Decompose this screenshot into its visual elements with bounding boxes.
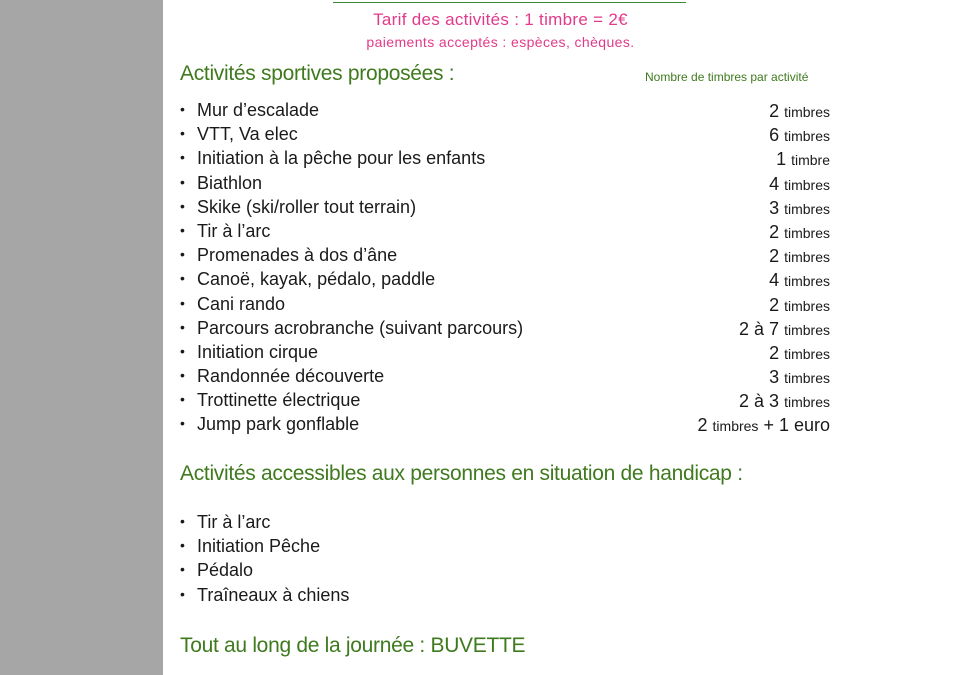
activity-label: Initiation à la pêche pour les enfants (197, 148, 486, 169)
sport-activity-item (180, 124, 830, 148)
bullet-icon: • (180, 561, 185, 578)
accessible-activity-item (180, 536, 830, 560)
activity-label: Biathlon (197, 172, 263, 193)
stamp-unit: timbres (784, 321, 830, 338)
sport-activity-item (180, 197, 830, 221)
stamp-number: 3 (769, 197, 780, 218)
activity-label: Tir à l’arc (197, 512, 271, 532)
stamp-count (769, 174, 830, 195)
bullet-icon: • (180, 149, 185, 166)
stamp-count (739, 319, 830, 340)
stamp-number: 2 (769, 101, 780, 121)
stamp-count (769, 367, 830, 388)
stamp-number: 4 (769, 270, 780, 291)
buvette-heading: Tout au long de la journée : BUVETTE (180, 634, 526, 657)
stamp-unit: timbre (791, 152, 830, 169)
stamp-count (769, 295, 830, 316)
stamp-number: 2 (697, 415, 708, 436)
activity-label: VTT, Va elec (197, 124, 298, 145)
stamp-number: 2 (769, 221, 780, 242)
stamp-number: 2 (769, 342, 780, 363)
bullet-icon: • (180, 391, 185, 408)
document-page (163, 0, 960, 675)
stamp-count (769, 101, 830, 122)
bullet-icon: • (180, 221, 185, 238)
stamp-unit: timbres (784, 128, 830, 145)
sports-list (180, 100, 830, 439)
activity-label: Canoë, kayak, pédalo, paddle (197, 269, 436, 290)
stamp-count (769, 270, 830, 291)
activity-label: Traîneaux à chiens (197, 584, 350, 605)
tarif-line: Tarif des activités : 1 timbre = 2€ (373, 10, 628, 29)
bullet-icon: • (180, 197, 185, 214)
activity-label: Skike (ski/roller tout terrain) (197, 196, 417, 217)
activity-label: Randonnée découverte (197, 366, 385, 387)
handicap-list (180, 512, 830, 609)
stamp-unit: timbres (784, 297, 830, 314)
stamp-number: 2 (769, 294, 780, 315)
activity-label: Cani rando (197, 293, 286, 314)
stamp-count (769, 246, 830, 267)
stamp-number: 6 (769, 125, 780, 146)
stamp-count (769, 222, 830, 243)
sport-activity-item (180, 318, 830, 342)
bullet-icon: • (180, 125, 185, 142)
sport-activity-item (180, 269, 830, 293)
bullet-icon: • (180, 270, 185, 287)
stamp-unit: timbres (712, 418, 759, 435)
stamp-unit: timbres (784, 345, 830, 362)
bullet-icon: • (180, 294, 185, 311)
stamps-column-note: Nombre de timbres par activité (645, 70, 809, 84)
stamp-unit: timbres (784, 249, 830, 266)
stamp-unit: timbres (784, 176, 830, 193)
stamp-unit: timbres (784, 104, 830, 120)
payment-line: paiements acceptés : espèces, chèques. (366, 34, 635, 50)
stamp-number: 2 à 3 (739, 391, 780, 412)
stamp-unit: timbres (784, 224, 830, 241)
stamp-count (739, 391, 830, 412)
bullet-icon: • (180, 173, 185, 190)
bullet-icon: • (180, 415, 185, 432)
stamp-number: 4 (769, 173, 780, 194)
activity-label: Jump park gonflable (197, 414, 360, 435)
handicap-heading: Activités accessibles aux personnes en situation de handicap : (180, 462, 743, 485)
sport-activity-item (180, 366, 830, 390)
sport-activity-item (180, 414, 830, 438)
stamp-number: 1 (776, 149, 787, 170)
activity-label: Promenades à dos d’âne (197, 245, 398, 266)
bullet-icon: • (180, 367, 185, 384)
activity-label: Trottinette électrique (197, 390, 361, 411)
stamp-count (769, 343, 830, 364)
stamp-extra: + 1 euro (758, 415, 830, 436)
activity-label: Tir à l’arc (197, 220, 271, 241)
bullet-icon: • (180, 342, 185, 359)
activity-label: Initiation cirque (197, 341, 319, 362)
bullet-icon: • (180, 101, 185, 117)
sport-activity-item (180, 173, 830, 197)
bullet-icon: • (180, 537, 185, 554)
stamp-unit: timbres (784, 200, 830, 217)
stamp-count (776, 149, 830, 170)
stamp-count (698, 415, 831, 436)
top-divider (333, 2, 686, 3)
sport-activity-item (180, 390, 830, 414)
activity-label: Initiation Pêche (197, 536, 321, 557)
sport-activity-item (180, 100, 830, 124)
stamp-count (769, 198, 830, 219)
sport-activity-item (180, 294, 830, 318)
sport-activity-item (180, 221, 830, 245)
bullet-icon: • (180, 585, 185, 602)
bullet-icon: • (180, 246, 185, 263)
activity-label: Pédalo (197, 560, 254, 581)
sport-activity-item (180, 342, 830, 366)
sport-activity-item (180, 148, 830, 172)
stamp-unit: timbres (784, 394, 830, 411)
stamp-number: 2 (769, 246, 780, 267)
bullet-icon: • (180, 513, 185, 529)
activity-label: Mur d’escalade (197, 100, 320, 120)
stamp-unit: timbres (784, 273, 830, 290)
stamp-number: 2 à 7 (739, 318, 780, 339)
sports-heading: Activités sportives proposées : (180, 62, 455, 85)
activity-label: Parcours acrobranche (suivant parcours) (197, 317, 524, 338)
accessible-activity-item (180, 512, 830, 536)
sport-activity-item (180, 245, 830, 269)
stamp-count (769, 125, 830, 146)
bullet-icon: • (180, 318, 185, 335)
stamp-number: 3 (769, 367, 780, 388)
stamp-unit: timbres (784, 370, 830, 387)
accessible-activity-item (180, 585, 830, 609)
accessible-activity-item (180, 560, 830, 584)
